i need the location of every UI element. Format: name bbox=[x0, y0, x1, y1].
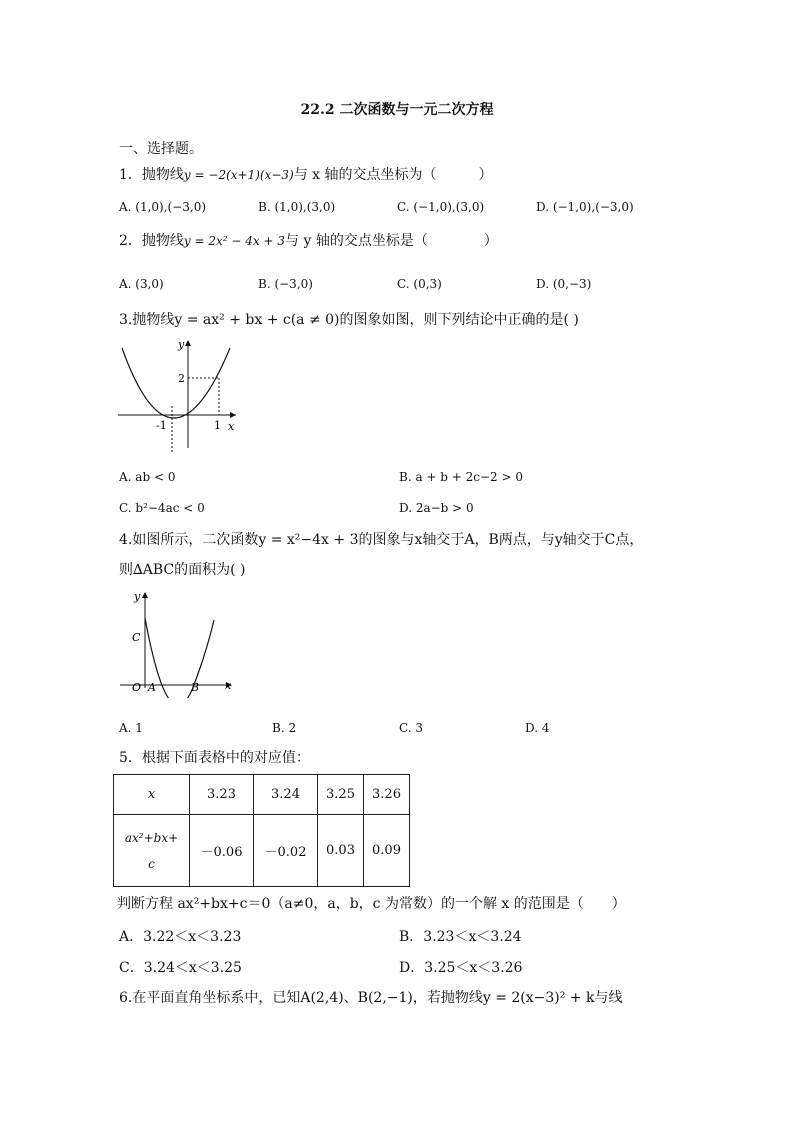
q3-option-c[interactable]: C. b²−4ac < 0 bbox=[119, 501, 205, 515]
q3-x-label: x bbox=[228, 420, 235, 433]
q5-option-d[interactable]: D．3.25＜x＜3.26 bbox=[399, 960, 523, 976]
section-heading: 一、选择题。 bbox=[119, 141, 203, 157]
q5-cell: 3.25 bbox=[318, 775, 364, 815]
q3-parabola bbox=[122, 348, 230, 418]
q4-option-a[interactable]: A. 1 bbox=[119, 721, 143, 735]
q4-option-c[interactable]: C. 3 bbox=[399, 721, 424, 735]
q5-stem: 5．根据下面表格中的对应值： bbox=[119, 750, 310, 766]
q4-label-b: B bbox=[191, 681, 200, 694]
q5-row-value-header-line1: ax²+bx+ bbox=[124, 830, 179, 845]
q6-stem: 6.在平面直角坐标系中，已知A(2,4)、B(2,−1)，若抛物线y = 2(x−3)² + k与线 bbox=[119, 990, 623, 1006]
q3-option-b[interactable]: B. a + b + 2c−2 > 0 bbox=[399, 470, 524, 484]
q3-option-d[interactable]: D. 2a−b > 0 bbox=[399, 501, 474, 515]
q5-row-value-header bbox=[114, 815, 190, 887]
q1-option-a[interactable]: A. (1,0),(−3,0) bbox=[119, 200, 207, 214]
q3-y-label: y bbox=[178, 338, 185, 351]
q3-label-1: 1 bbox=[214, 419, 221, 432]
q2-option-a[interactable]: A. (3,0) bbox=[119, 277, 164, 291]
q4-label-a: A bbox=[148, 681, 156, 694]
q3-option-a[interactable]: A. ab < 0 bbox=[119, 470, 176, 484]
q5-cell: －0.06 bbox=[190, 815, 254, 887]
q5-row-x bbox=[114, 775, 410, 815]
q2-stem-prefix: 2．抛物线 bbox=[119, 233, 184, 249]
q5-cell: 3.26 bbox=[364, 775, 410, 815]
q3-y-arrow bbox=[185, 340, 191, 346]
q1-formula: y = −2(x+1)(x−3) bbox=[183, 168, 294, 182]
q5-cell: 3.23 bbox=[190, 775, 254, 815]
q5-row-value bbox=[114, 815, 410, 887]
q5-option-c[interactable]: C．3.24＜x＜3.25 bbox=[119, 960, 242, 976]
q2-option-c[interactable]: C. (0,3) bbox=[397, 277, 442, 291]
q3-label-minus1: -1 bbox=[156, 419, 167, 432]
q1-option-d[interactable]: D. (−1,0),(−3,0) bbox=[536, 200, 634, 214]
q3-label-2: 2 bbox=[178, 372, 185, 385]
q1-option-c[interactable]: C. (−1,0),(3,0) bbox=[397, 200, 485, 214]
q5-value-table bbox=[113, 774, 410, 887]
q3-stem: 3.抛物线y = ax² + bx + c(a ≠ 0)的图象如图，则下列结论中正确的是( ) bbox=[119, 312, 579, 328]
q1-stem-suffix: 与 x 轴的交点坐标为（ ） bbox=[293, 167, 493, 183]
q1-stem bbox=[119, 166, 493, 184]
q4-stem-line2: 则∆ABC的面积为( ) bbox=[119, 562, 246, 578]
q5-cell: －0.02 bbox=[254, 815, 318, 887]
q4-option-b[interactable]: B. 2 bbox=[272, 721, 297, 735]
q4-label-c: C bbox=[132, 631, 141, 644]
q4-option-d[interactable]: D. 4 bbox=[525, 721, 550, 735]
q5-row-value-header-line2: c bbox=[148, 856, 155, 871]
q5-cell: 3.24 bbox=[254, 775, 318, 815]
q4-y-arrow bbox=[142, 592, 148, 598]
q5-row-x-header: x bbox=[114, 775, 190, 815]
q5-option-a[interactable]: A．3.22＜x＜3.23 bbox=[119, 929, 242, 945]
q5-judge: 判断方程 ax²+bx+c＝0（a≠0，a，b，c 为常数）的一个解 x 的范围是（ ） bbox=[117, 896, 626, 912]
q5-cell: 0.09 bbox=[364, 815, 410, 887]
q4-stem-line1: 4.如图所示，二次函数y = x²−4x + 3的图象与x轴交于A，B两点，与y轴交于C点， bbox=[119, 532, 644, 548]
page-title: 22.2 二次函数与一元二次方程 bbox=[300, 102, 494, 118]
q2-stem-suffix: 与 y 轴的交点坐标是（ ） bbox=[285, 233, 498, 249]
q5-option-b[interactable]: B．3.23＜x＜3.24 bbox=[399, 929, 522, 945]
q2-stem bbox=[119, 232, 498, 250]
q3-graph bbox=[114, 336, 244, 456]
q2-formula: y = 2x² − 4x + 3 bbox=[183, 234, 286, 248]
q1-stem-prefix: 1．抛物线 bbox=[119, 167, 184, 183]
q5-cell: 0.03 bbox=[318, 815, 364, 887]
q4-graph bbox=[114, 588, 244, 698]
q4-x-label: x bbox=[225, 679, 232, 692]
q2-option-b[interactable]: B. (−3,0) bbox=[258, 277, 313, 291]
q2-option-d[interactable]: D. (0,−3) bbox=[536, 277, 592, 291]
q1-option-b[interactable]: B. (1,0),(3,0) bbox=[258, 200, 336, 214]
q4-label-o: O bbox=[132, 681, 142, 694]
q4-y-label: y bbox=[134, 590, 141, 603]
q3-x-arrow bbox=[230, 412, 236, 418]
